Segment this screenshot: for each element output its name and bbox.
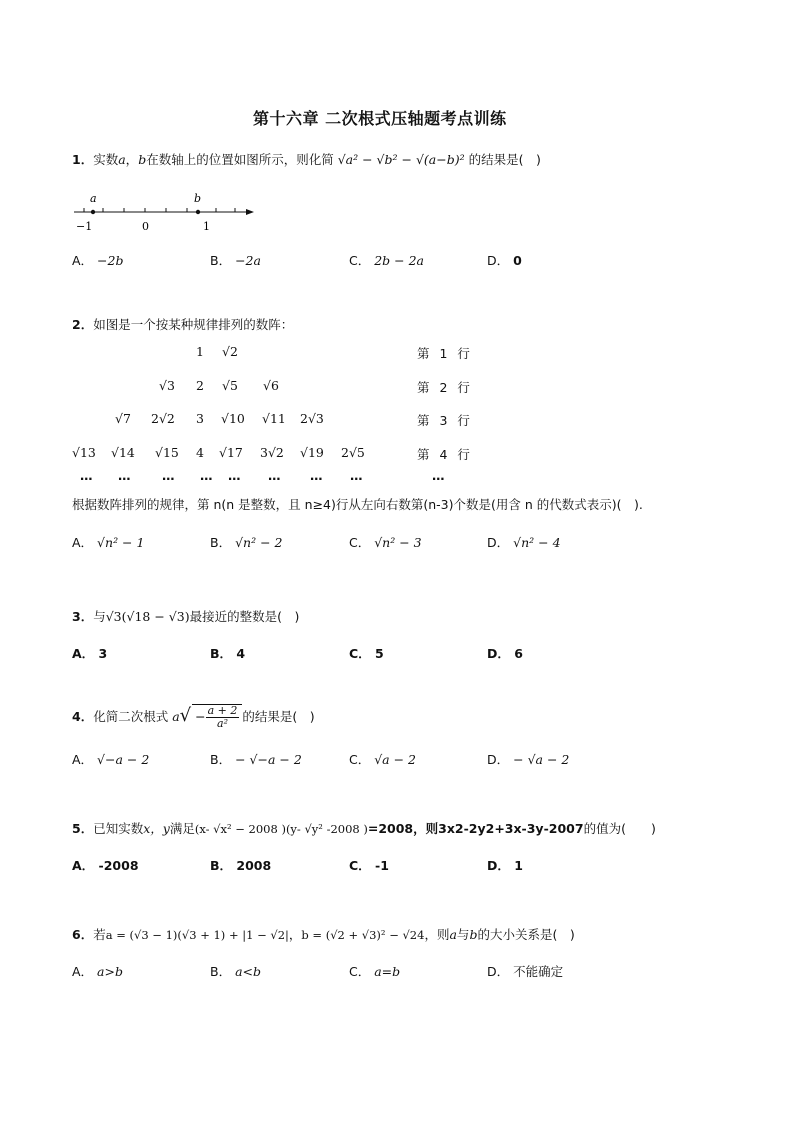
option-value: − √−a − 2 xyxy=(235,752,302,767)
option-c[interactable] xyxy=(349,644,384,662)
question-3 xyxy=(72,607,299,625)
array-item: √5 xyxy=(222,378,238,393)
option-label: C． xyxy=(349,646,371,661)
question-text: 与 xyxy=(93,609,106,624)
ellipsis: … xyxy=(228,468,241,483)
question-text: 根据数阵排列的规律，第 n(n 是整数，且 n≥4)行从左向右数第(n-3)个数是(用含 n 的代数式表示)( ). xyxy=(72,497,643,512)
option-value: -2008 xyxy=(98,858,139,873)
option-value: √a − 2 xyxy=(374,752,417,767)
option-value: √−a − 2 xyxy=(97,752,150,767)
tick-label-0: 0 xyxy=(142,220,149,233)
option-label: C． xyxy=(349,253,371,268)
array-item: 2√2 xyxy=(151,411,175,426)
array-item: √14 xyxy=(111,445,135,460)
expression-b: b = (√2 + √3)² − √24 xyxy=(301,928,425,942)
array-item: √10 xyxy=(221,411,245,426)
question-text: 已知实数 xyxy=(93,821,144,836)
option-b[interactable] xyxy=(210,251,261,269)
tick-label-minus-1: −1 xyxy=(76,220,93,233)
question-text: 的结果是( ) xyxy=(468,152,541,167)
array-item: √15 xyxy=(155,445,179,460)
ellipsis: … xyxy=(200,468,213,483)
array-item: 2√5 xyxy=(341,445,365,460)
option-label: A． xyxy=(72,646,95,661)
algebraic-expression: 3x2-2y2+3x-3y-2007 xyxy=(438,821,584,836)
ellipsis: … xyxy=(80,468,93,483)
question-2 xyxy=(72,315,293,333)
option-label: A． xyxy=(72,535,94,550)
option-value: a<b xyxy=(235,964,261,979)
array-item: √13 xyxy=(72,445,96,460)
array-item: √19 xyxy=(300,445,324,460)
question-number: 3． xyxy=(72,609,94,624)
radicand xyxy=(192,704,242,730)
coefficient: a xyxy=(172,709,180,724)
option-c[interactable] xyxy=(349,750,416,768)
question-text: 满足 xyxy=(169,821,195,836)
option-label: A． xyxy=(72,253,94,268)
question-text: 的值为( ) xyxy=(583,821,656,836)
option-value: √n² − 2 xyxy=(235,535,283,550)
option-value: 2008 xyxy=(236,858,272,873)
question-text: 实数 xyxy=(93,152,119,167)
option-value: −2a xyxy=(235,253,261,268)
option-label: B． xyxy=(210,964,232,979)
question-text: 若 xyxy=(93,927,106,942)
option-value: − √a − 2 xyxy=(513,752,570,767)
option-b[interactable] xyxy=(210,644,245,662)
question-text: 化简二次根式 xyxy=(93,709,169,724)
option-label: D． xyxy=(487,858,510,873)
option-value: √n² − 4 xyxy=(513,535,561,550)
option-a[interactable] xyxy=(72,251,123,269)
row-label: 第 2 行 xyxy=(417,380,473,395)
option-label: A． xyxy=(72,964,94,979)
option-d[interactable] xyxy=(487,856,523,874)
option-value: 6 xyxy=(514,646,523,661)
option-label: C． xyxy=(349,752,371,767)
option-d[interactable] xyxy=(487,644,523,662)
expression-a: a = (√3 − 1)(√3 + 1) + |1 − √2| xyxy=(105,928,289,942)
separator: ， xyxy=(125,152,139,167)
row-label: 第 4 行 xyxy=(417,447,473,462)
array-item: 3√2 xyxy=(260,445,284,460)
option-value: a>b xyxy=(97,964,123,979)
row-label: 第 1 行 xyxy=(417,346,473,361)
ellipsis: … xyxy=(432,468,445,483)
option-label: D． xyxy=(487,964,510,979)
array-item: 2 xyxy=(196,378,204,393)
row-label: 第 3 行 xyxy=(417,413,473,428)
option-value: 不能确定 xyxy=(513,964,564,979)
label-a: a xyxy=(90,192,97,205)
arrow-icon xyxy=(246,209,254,215)
option-b[interactable] xyxy=(210,533,282,551)
ellipsis: … xyxy=(162,468,175,483)
option-label: B． xyxy=(210,752,232,767)
option-c[interactable] xyxy=(349,251,424,269)
option-value: −2b xyxy=(97,253,124,268)
label-b: b xyxy=(194,192,202,205)
option-value: 0 xyxy=(513,253,522,268)
variable-b: b xyxy=(138,152,147,167)
option-label: B． xyxy=(210,858,233,873)
question-text: 如图是一个按某种规律排列的数阵： xyxy=(93,317,294,332)
fraction-numerator: a + 2 xyxy=(207,704,238,717)
option-value: a=b xyxy=(374,964,401,979)
question-number: 6． xyxy=(72,927,94,942)
ellipsis: … xyxy=(268,468,281,483)
point-b xyxy=(196,210,200,214)
ellipsis: … xyxy=(310,468,323,483)
option-a[interactable] xyxy=(72,644,107,662)
page-title: 第十六章 二次根式压轴题考点训练 xyxy=(253,109,507,128)
variable-b: b xyxy=(469,927,478,942)
array-item: √6 xyxy=(263,378,279,393)
option-a[interactable] xyxy=(72,962,123,980)
option-value: 2b − 2a xyxy=(374,253,424,268)
question-number: 5． xyxy=(72,821,94,836)
option-label: D． xyxy=(487,646,510,661)
option-a[interactable] xyxy=(72,750,149,768)
array-item: 2√3 xyxy=(300,411,324,426)
array-item: 1 xyxy=(196,344,204,359)
array-item: √2 xyxy=(222,344,238,359)
option-label: C． xyxy=(349,535,371,550)
option-b[interactable] xyxy=(210,962,261,980)
question-text: =2008，则 xyxy=(367,821,439,836)
question-text: 在数轴上的位置如图所示，则化简 xyxy=(146,152,334,167)
option-value: 5 xyxy=(375,646,384,661)
question-number: 4． xyxy=(72,709,94,724)
option-label: D． xyxy=(487,752,510,767)
radical-expression: √a² − √b² − √(a−b)² xyxy=(337,152,465,167)
option-a[interactable] xyxy=(72,856,139,874)
option-value: -1 xyxy=(375,858,389,873)
option-label: B． xyxy=(210,253,232,268)
option-label: B． xyxy=(210,646,233,661)
option-b[interactable] xyxy=(210,856,271,874)
option-c[interactable] xyxy=(349,856,389,874)
question-number: 2． xyxy=(72,317,94,332)
option-a[interactable] xyxy=(72,533,144,551)
option-b[interactable] xyxy=(210,750,302,768)
fraction xyxy=(206,705,240,730)
option-value: 1 xyxy=(514,858,523,873)
question-text: 的结果是( ) xyxy=(242,709,315,724)
question-number: 1． xyxy=(72,152,94,167)
option-value: 3 xyxy=(98,646,108,661)
question-text: 最接近的整数是( ) xyxy=(189,609,300,624)
fraction-denominator: a² xyxy=(217,717,228,730)
array-item: √11 xyxy=(262,411,286,426)
variable-a: a xyxy=(118,152,126,167)
question-text: 与 xyxy=(456,927,470,942)
question-4 xyxy=(72,704,315,730)
option-value: √n² − 1 xyxy=(97,535,145,550)
separator: ， xyxy=(288,927,302,942)
ellipsis: … xyxy=(350,468,363,483)
option-label: C． xyxy=(349,858,371,873)
radical-sign-icon: √ xyxy=(179,705,192,726)
array-item: √3 xyxy=(159,378,175,393)
array-item: √17 xyxy=(219,445,243,460)
question-6 xyxy=(72,925,575,943)
array-item: √7 xyxy=(115,411,131,426)
option-label: A． xyxy=(72,752,94,767)
question-1 xyxy=(72,150,541,168)
option-value: 4 xyxy=(236,646,246,661)
option-label: D． xyxy=(487,253,510,268)
option-c[interactable] xyxy=(349,962,400,980)
number-line xyxy=(70,188,270,236)
option-label: A． xyxy=(72,858,95,873)
array-item: 4 xyxy=(196,445,204,460)
option-label: B． xyxy=(210,535,232,550)
option-c[interactable] xyxy=(349,533,422,551)
option-value: √n² − 3 xyxy=(374,535,422,550)
question-text: 的大小关系是( ) xyxy=(477,927,575,942)
tick-label-1: 1 xyxy=(203,220,210,233)
variables: x，y xyxy=(143,821,170,836)
option-d[interactable] xyxy=(487,750,569,768)
minus-sign: − xyxy=(195,709,206,724)
ellipsis: … xyxy=(118,468,131,483)
radical-expression: (x- √x² − 2008 )(y- √y² -2008 ) xyxy=(194,822,368,836)
question-text: ，则 xyxy=(424,927,450,942)
variable-a: a xyxy=(449,927,457,942)
option-label: D． xyxy=(487,535,510,550)
option-d[interactable] xyxy=(487,251,522,269)
question-5 xyxy=(72,819,656,837)
option-d[interactable] xyxy=(487,962,563,980)
point-a xyxy=(91,210,95,214)
option-label: C． xyxy=(349,964,371,979)
array-item: 3 xyxy=(196,411,204,426)
radical-expression: √3(√18 − √3) xyxy=(105,609,190,624)
option-d[interactable] xyxy=(487,533,561,551)
